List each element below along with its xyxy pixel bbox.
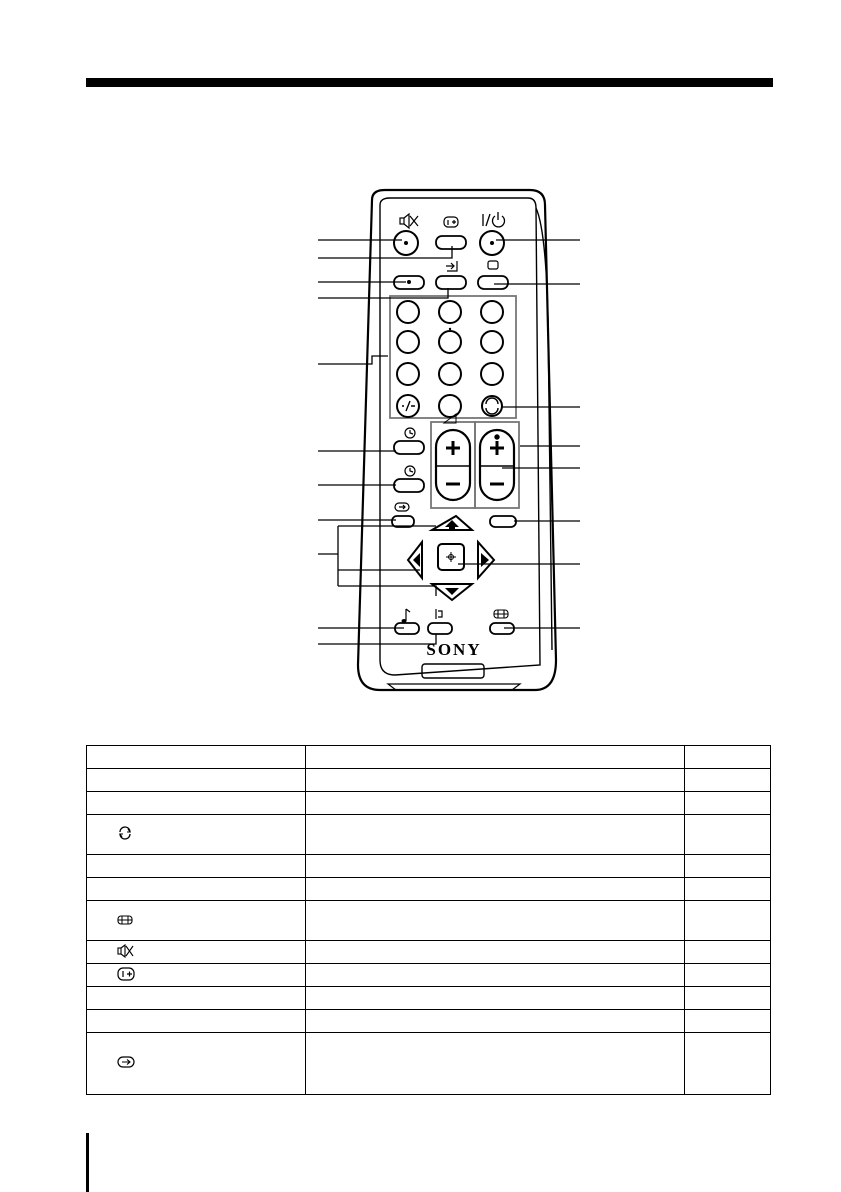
table-row [87,878,771,901]
nav-right-button[interactable] [478,542,494,578]
table-cell [306,1033,685,1095]
table-cell [306,901,685,941]
table-cell [685,878,771,901]
table-cell [306,964,685,987]
wide-mode-icon [494,610,508,618]
table-cell [685,769,771,792]
number-pad-key[interactable] [481,331,503,353]
table-cell [87,769,306,792]
picture-mode-button[interactable] [428,623,452,634]
nav-ok-button[interactable] [438,544,464,570]
table-cell [87,901,306,941]
table-cell [685,1010,771,1033]
info-icon [117,967,135,984]
table-row [87,987,771,1010]
teletext-icon [488,261,498,269]
table-cell [306,746,685,769]
table-cell [306,878,685,901]
number-pad-key[interactable] [439,301,461,323]
table-cell [87,746,306,769]
table-cell [306,1010,685,1033]
nav-down-button[interactable] [432,584,472,600]
number-pad-key[interactable] [439,363,461,385]
jump-back-icon [117,825,133,844]
table-cell [685,792,771,815]
table-row [87,792,771,815]
bottom-rule [86,1133,89,1192]
input-select-button[interactable] [436,276,466,289]
table-row [87,941,771,964]
table-header-row [87,746,771,769]
table-cell [685,987,771,1010]
table-cell [87,941,306,964]
reference-table [86,745,771,1095]
table-cell [685,901,771,941]
table-row [87,1010,771,1033]
sleep-timer-icon [405,466,415,476]
mute-button[interactable] [394,231,418,255]
number-pad-key[interactable] [481,363,503,385]
number-pad-key[interactable] [439,328,461,353]
input-select-icon [446,261,457,271]
table-cell [685,815,771,855]
table-cell [306,987,685,1010]
menu-button[interactable] [490,516,516,527]
table-cell [685,1033,771,1095]
clock-button[interactable] [394,441,424,454]
info-icon [444,217,458,227]
table-row [87,901,771,941]
table-row [87,815,771,855]
number-pad-key[interactable] [397,301,419,323]
table-row [87,855,771,878]
table-cell [87,987,306,1010]
jump-back-button[interactable] [482,396,502,416]
table-cell [87,878,306,901]
table-cell [685,964,771,987]
clock-icon [405,428,415,438]
table-cell [306,855,685,878]
picture-mode-icon [436,609,442,619]
table-cell [685,855,771,878]
program-rocker[interactable] [480,430,514,500]
brand-logo: SONY [426,640,482,659]
table-row [87,769,771,792]
info-button[interactable] [436,236,466,249]
table-cell [306,769,685,792]
table-cell [306,941,685,964]
number-pad-key[interactable] [397,395,419,417]
table-cell [87,855,306,878]
table-cell [685,746,771,769]
table-cell [87,815,306,855]
volume-rocker[interactable] [436,430,470,500]
number-pad-key[interactable] [397,331,419,353]
wide-mode-icon [117,914,133,929]
teletext-button[interactable] [478,276,508,289]
power-icon [483,212,505,227]
table-cell [87,1033,306,1095]
table-cell [87,792,306,815]
table-cell [306,815,685,855]
number-pad-key[interactable] [397,363,419,385]
table-cell [87,964,306,987]
music-icon [402,609,411,623]
nav-up-button[interactable] [432,516,472,530]
table-cell [306,792,685,815]
number-pad-key[interactable] [439,395,461,417]
number-pad-key[interactable] [481,301,503,323]
power-button[interactable] [480,231,504,255]
table-row [87,964,771,987]
swap-icon [117,1055,135,1072]
sleep-timer-button[interactable] [394,479,424,492]
mute-icon [117,943,135,962]
swap-icon [395,503,409,511]
mute-icon [400,214,418,228]
table-cell [685,941,771,964]
nav-left-button[interactable] [408,542,422,578]
table-row [87,1033,771,1095]
table-cell [87,1010,306,1033]
